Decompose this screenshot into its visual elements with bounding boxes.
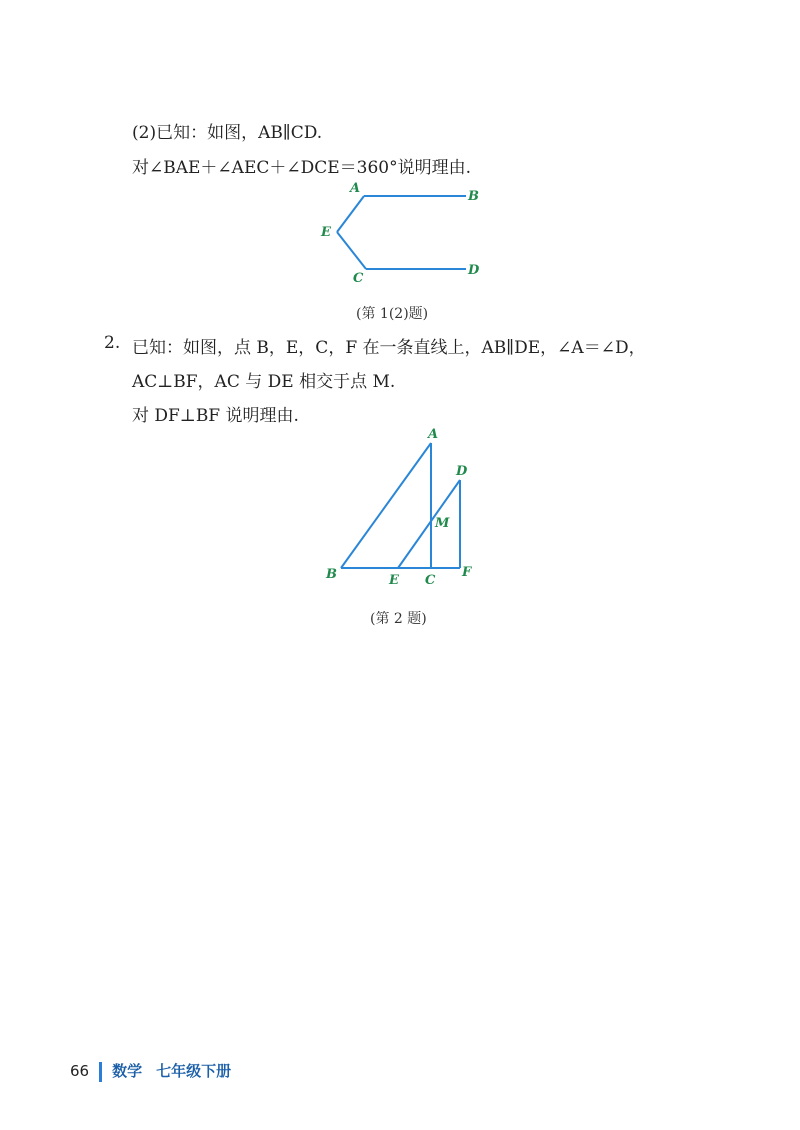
label-b: B <box>468 189 479 204</box>
segment-ab-2 <box>341 443 431 568</box>
label-d: D <box>468 263 480 278</box>
page-number: 66 <box>70 1062 90 1080</box>
segment-ae <box>337 196 364 232</box>
label-m: M <box>435 516 450 531</box>
problem-1-2-statement: 对∠BAE＋∠AEC＋∠DCE＝360°说明理由. <box>132 158 472 178</box>
problem-2-given-cont: AC⊥BF，AC 与 DE 相交于点 M. <box>132 372 396 392</box>
figure-2-caption: (第 2 题) <box>370 611 427 627</box>
label-e: E <box>321 225 331 240</box>
label-e-2: E <box>389 573 399 588</box>
label-f: F <box>462 565 472 580</box>
segment-ec <box>337 232 366 269</box>
label-a-2: A <box>428 427 439 442</box>
problem-2-number: 2. <box>104 333 121 353</box>
label-a: A <box>350 181 361 196</box>
figure-1-2-caption: (第 1(2)题) <box>356 306 429 322</box>
footer-subject: 数学 <box>112 1062 143 1080</box>
problem-1-2-given: (2)已知：如图，AB∥CD. <box>132 123 323 143</box>
label-c: C <box>353 271 364 286</box>
footer-grade: 七年级下册 <box>156 1062 232 1080</box>
label-b-2: B <box>326 567 337 582</box>
problem-2-statement: 对 DF⊥BF 说明理由. <box>132 406 299 426</box>
page-footer <box>70 1060 231 1082</box>
label-c-2: C <box>425 573 436 588</box>
segment-ed <box>398 480 460 568</box>
problem-2-given: 已知：如图，点 B，E，C，F 在一条直线上，AB∥DE，∠A＝∠D， <box>132 338 646 358</box>
figure-2 <box>341 443 460 568</box>
footer-divider <box>99 1062 102 1082</box>
label-d-2: D <box>456 464 468 479</box>
